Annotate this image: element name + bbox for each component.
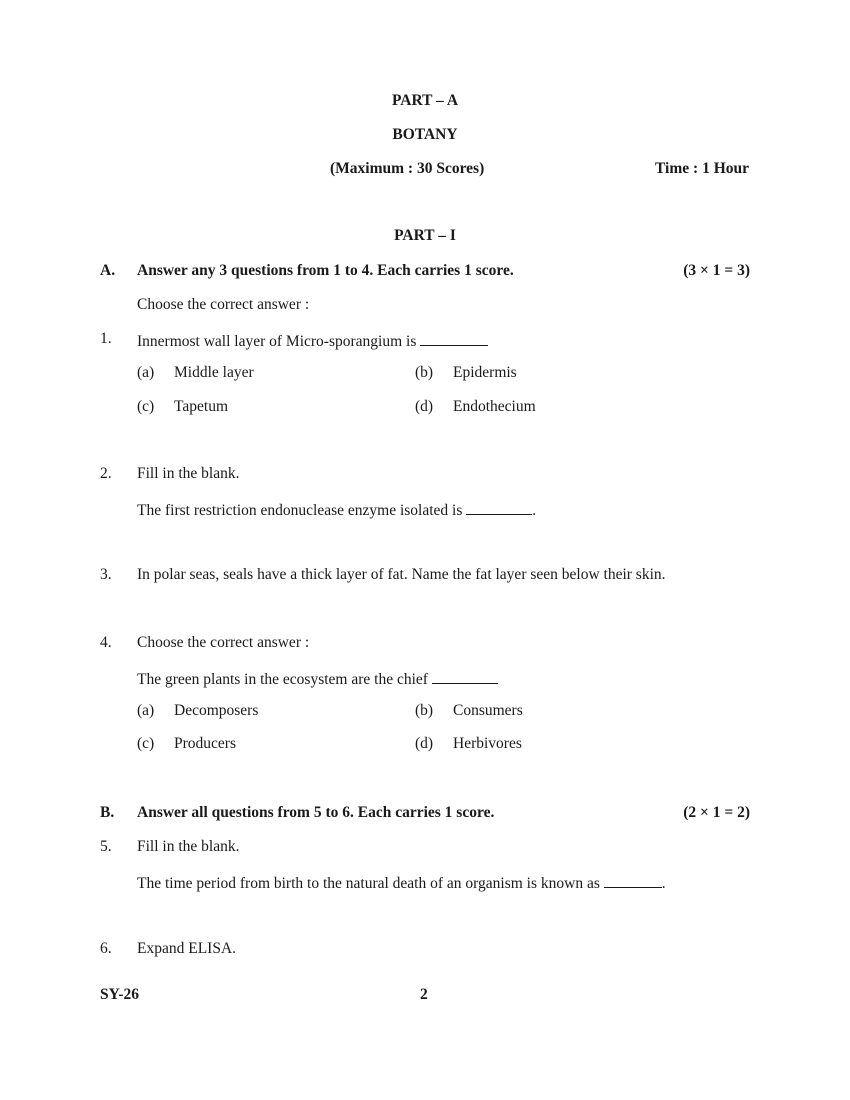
q6-number: 6.: [100, 940, 112, 957]
subject-heading: BOTANY: [392, 126, 458, 143]
q2-stem: The first restriction endonuclease enzyme isolated is: [137, 502, 463, 519]
q5-stem: The time period from birth to the natural death of an organism is known as: [137, 875, 600, 892]
q2-blank: [466, 500, 532, 515]
part1-title: PART – I: [394, 227, 456, 244]
max-scores: (Maximum : 30 Scores): [330, 160, 485, 177]
q4-option-a-label: (a): [137, 702, 155, 719]
q1-stem: Innermost wall layer of Micro-sporangium is: [137, 333, 417, 350]
q4-stem: The green plants in the ecosystem are the chief: [137, 671, 428, 688]
q1-blank: [420, 331, 488, 346]
q2-number: 2.: [100, 465, 112, 482]
q1-number: 1.: [100, 330, 112, 347]
q4-option-a: Decomposers: [174, 702, 259, 719]
q5-text: Fill in the blank.: [137, 838, 240, 855]
q4-option-d-label: (d): [415, 735, 434, 752]
q4-option-d: Herbivores: [453, 735, 522, 752]
section-b-instruction: Answer all questions from 5 to 6. Each carries 1 score.: [137, 804, 495, 821]
q2-sub: [137, 500, 536, 519]
section-a-instruction: Answer any 3 questions from 1 to 4. Each carries 1 score.: [137, 262, 514, 279]
q5-number: 5.: [100, 838, 112, 855]
q3-number: 3.: [100, 566, 112, 583]
q4-option-b-label: (b): [415, 702, 434, 719]
q2-text: Fill in the blank.: [137, 465, 240, 482]
section-a-marks: (3 × 1 = 3): [683, 262, 750, 279]
q6-text: Expand ELISA.: [137, 940, 237, 957]
q4-option-b: Consumers: [453, 702, 523, 719]
q4-blank: [432, 669, 498, 684]
q4-sub: [137, 669, 498, 688]
q1-option-b: Epidermis: [453, 364, 517, 381]
paper-code: SY-26: [100, 986, 140, 1003]
q1-option-d-label: (d): [415, 398, 434, 415]
q2-period: .: [532, 502, 537, 519]
q4-number: 4.: [100, 634, 112, 651]
time-allowed: Time : 1 Hour: [655, 160, 749, 177]
q4-text: Choose the correct answer :: [137, 634, 310, 651]
q1-option-a: Middle layer: [174, 364, 254, 381]
q3-text: In polar seas, seals have a thick layer of fat. Name the fat layer seen below their skin.: [137, 566, 666, 583]
q5-blank: [604, 873, 662, 888]
q5-period: .: [661, 875, 666, 892]
section-b-letter: B.: [100, 804, 115, 821]
q1-option-a-label: (a): [137, 364, 155, 381]
part-heading: PART – A: [391, 92, 459, 109]
q4-option-c: Producers: [174, 735, 236, 752]
q1-option-c: Tapetum: [174, 398, 229, 415]
page-number: 2: [420, 986, 428, 1003]
q1-option-d: Endothecium: [453, 398, 536, 415]
q4-option-c-label: (c): [137, 735, 155, 752]
q1-text: [137, 331, 488, 350]
section-b-marks: (2 × 1 = 2): [683, 804, 750, 821]
q1-option-c-label: (c): [137, 398, 155, 415]
q5-sub: [137, 873, 666, 892]
section-a-subinstruction: Choose the correct answer :: [137, 296, 310, 313]
q1-option-b-label: (b): [415, 364, 434, 381]
section-a-letter: A.: [100, 262, 116, 279]
